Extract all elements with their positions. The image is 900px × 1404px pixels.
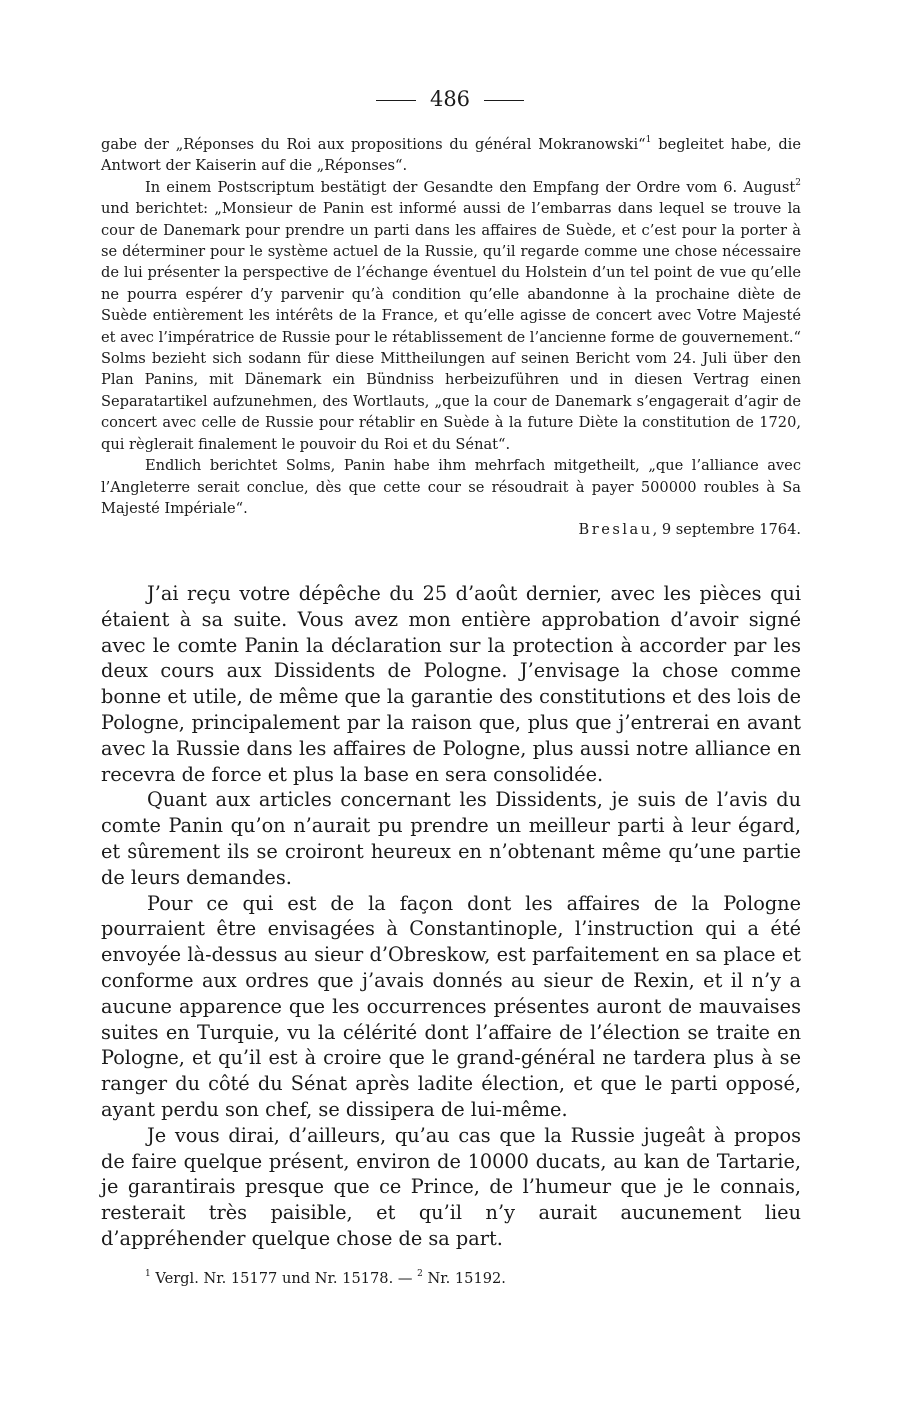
summary-paragraph-1: gabe der „Réponses du Roi aux propositions du général Mokranowski“$^1$ begleitet habe, die Antwort der Kaiserin auf die „Réponses“. [101, 135, 801, 175]
letter-paragraph-1: J’ai reçu votre dépêche du 25 d’août dernier, avec les pièces qui étaient à sa suite. Vous avez mon entière approbation d’avoir signé avec le comte Panin la déclaration sur la protection à accorder par les deux cours aux Dissidents de Pologne. J’envisage la chose comme bonne et utile, de même que la garantie des constitutions et des lois de Pologne, principalement par la raison que, plus que j’entrerai en avant avec la Russie dans les affaires de Pologne, plus aussi notre alliance en recevra de force et plus la base en sera consolidée. [101, 582, 801, 786]
letter-date: , 9 septembre 1764. [652, 521, 801, 539]
footnote-ref-2: 2 [795, 177, 801, 188]
place-date-line [101, 519, 801, 540]
footnote-text-2: Nr. 15192. [422, 1270, 506, 1287]
header-dash-right [484, 100, 524, 101]
footnote-text-1: Vergl. Nr. 15177 und Nr. 15178. — [150, 1270, 418, 1287]
footnote-line [101, 1268, 801, 1290]
summary-paragraph-3: Endlich berichtet Solms, Panin habe ihm mehrfach mitgetheilt, „que l’alliance avec l’Angleterre serait conclue, dès que cette cour se résoudrait à payer 500000 roubles à Sa Majesté Impériale“. [101, 457, 801, 517]
footnote-ref-1: 1 [645, 135, 652, 145]
letter-paragraph-4: Je vous dirai, d’ailleurs, qu’au cas que la Russie jugeât à propos de faire quelque présent, environ de 10000 ducats, au kan de Tartarie, je garantirais presque que ce Prince, de l’humeur que je le connais, resterait très paisible, et qu’il n’y aurait aucunement lieu d’appréhender quelque chose de sa part. [101, 1123, 801, 1250]
place-name: Breslau [578, 521, 653, 539]
letter-paragraph-3: Pour ce qui est de la façon dont les affaires de la Pologne pourraient être envisagées à Constantinople, l’instruction qui a été envoyée là-dessus au sieur d’Obreskow, est parfaitement en sa place et conforme aux ordres que j’avais donnés au sieur de Rexin, et il n’y a aucune apparence que les occurrences présentes auront de mauvaises suites en Turquie, vu la célérité dont l’affaire de l’élection se traite en Pologne, et qu’il est à croire que le grand-général ne tardera plus à se ranger du côté du Sénat après ladite élection, et que le parti opposé, ayant perdu son chef, se dissipera de lui-même. [101, 891, 801, 1121]
letter-body [101, 581, 801, 1252]
page-number: 486 [429, 87, 471, 111]
editorial-summary [101, 134, 801, 541]
summary-paragraph-2: In einem Postscriptum bestätigt der Gesandte den Empfang der Ordre vom 6. August$^2$ und berichtet: „Monsieur de Panin est informé aussi de l’embarras dans lequel se trouve la cour de Danemark pour prendre un parti dans les affaires de Suède, et c’est pour la porter à se déterminer pour le système actuel de la Russie, qu’il regarde comme une chose nécessaire de lui présenter la perspective de l’échange éventuel du Holstein d’un tel point de vue qu’elle ne pourra espérer d’y parvenir qu’à condition qu’elle abandonne à la prochaine diète de Suède entièrement les intérêts de la France, et qu’elle agisse de concert avec Votre Majesté et avec l’impératrice de Russie pour le rétablissement de l’ancienne forme de gouvernement.“ Solms bezieht sich sodann für diese Mittheilungen auf seinen Bericht vom 24. Juli über den Plan Panins, mit Dänemark ein Bündniss herbeizuführen und in diesen Vertrag einen Separatartikel aufzunehmen, des Wortlauts, „que la cour de Danemark s’engagerait d’agir de concert avec celle de Russie pour rétablir en Suède à la future Diète la constitution de 1720, qui règlerait finalement le pouvoir du Roi et du Sénat“. [101, 177, 801, 453]
footnotes [101, 1268, 801, 1290]
page-header [0, 84, 900, 114]
letter-paragraph-2: Quant aux articles concernant les Dissidents, je suis de l’avis du comte Panin qu’on n’aurait pu prendre un meilleur parti à leur égard, et sûrement ils se croiront heureux en n’obtenant même qu’une partie de leurs demandes. [101, 788, 801, 889]
footnote-marker-2: 2 [417, 1269, 423, 1279]
footnote-marker-1: 1 [145, 1269, 151, 1279]
header-dash-left [376, 100, 416, 101]
